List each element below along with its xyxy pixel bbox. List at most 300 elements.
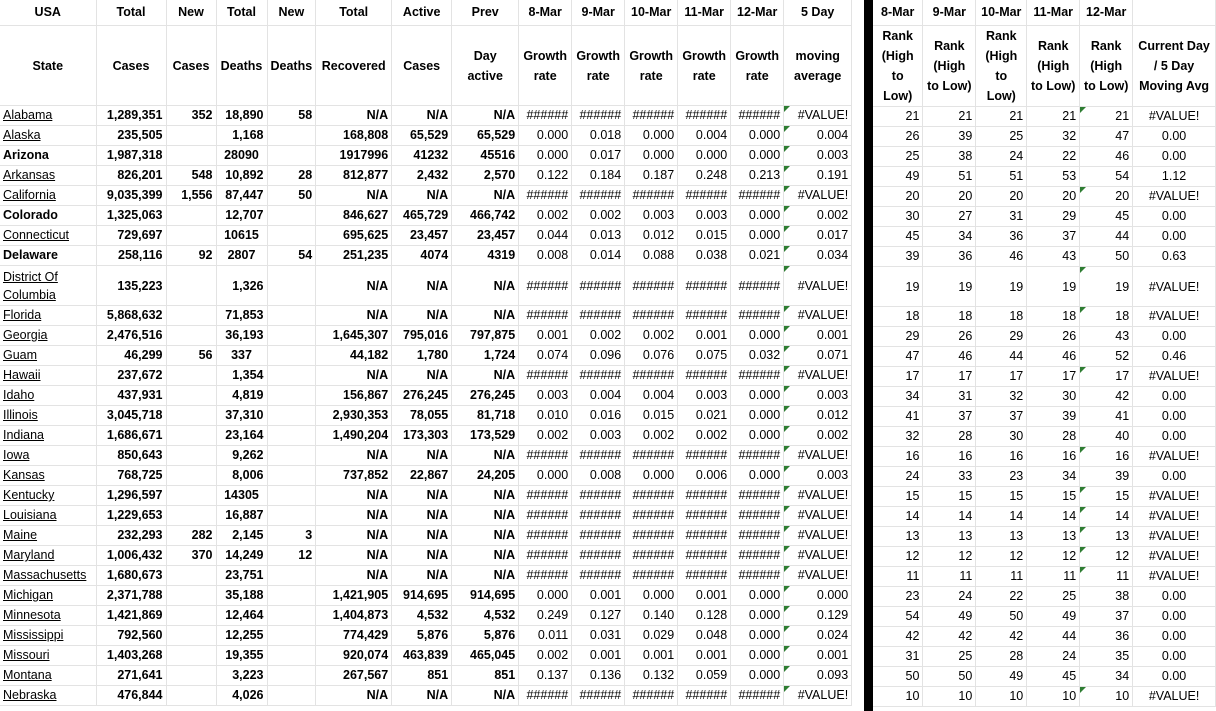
rank-cell[interactable]: 13	[1027, 527, 1080, 547]
prev-cell[interactable]: 81,718	[452, 406, 519, 426]
column-subheader[interactable]: State	[0, 26, 96, 106]
recovered-cell[interactable]: N/A	[316, 186, 392, 206]
ratio-cell[interactable]: #VALUE!	[1133, 267, 1216, 307]
rank-cell[interactable]: 34	[873, 387, 923, 407]
ratio-cell[interactable]: 0.00	[1133, 647, 1216, 667]
g8-cell[interactable]: 0.011	[519, 626, 572, 646]
ratio-cell[interactable]: #VALUE!	[1133, 527, 1216, 547]
ma-cell[interactable]: 0.003	[784, 466, 852, 486]
active-cell[interactable]: N/A	[392, 506, 452, 526]
rank-cell[interactable]: 17	[976, 367, 1027, 387]
rank-column-header[interactable]: 12-Mar	[1080, 0, 1133, 26]
g10-cell[interactable]: 0.002	[625, 326, 678, 346]
active-cell[interactable]: N/A	[392, 266, 452, 306]
total-deaths-cell[interactable]: 1,168	[216, 126, 267, 146]
state-name-cell[interactable]: Mississippi	[0, 626, 96, 646]
g8-cell[interactable]: 0.122	[519, 166, 572, 186]
column-subheader[interactable]: Cases	[166, 26, 216, 106]
total-deaths-cell[interactable]: 36,193	[216, 326, 267, 346]
active-cell[interactable]: 1,780	[392, 346, 452, 366]
rank-cell[interactable]: 20	[923, 187, 976, 207]
state-name-cell[interactable]: Arkansas	[0, 166, 96, 186]
g9-cell[interactable]: ######	[572, 506, 625, 526]
active-cell[interactable]: N/A	[392, 526, 452, 546]
ma-cell[interactable]: 0.000	[784, 586, 852, 606]
total-deaths-cell[interactable]: 23,164	[216, 426, 267, 446]
rank-cell[interactable]: 25	[976, 127, 1027, 147]
total-cases-cell[interactable]: 2,371,788	[96, 586, 166, 606]
ratio-cell[interactable]: #VALUE!	[1133, 567, 1216, 587]
new-cases-cell[interactable]	[166, 606, 216, 626]
rank-cell[interactable]: 44	[976, 347, 1027, 367]
total-deaths-cell[interactable]: 87,447	[216, 186, 267, 206]
g9-cell[interactable]: 0.003	[572, 426, 625, 446]
g12-cell[interactable]: ######	[731, 566, 784, 586]
total-deaths-cell[interactable]: 2,145	[216, 526, 267, 546]
state-name-cell[interactable]: Delaware	[0, 246, 96, 266]
total-deaths-cell[interactable]: 12,707	[216, 206, 267, 226]
rank-cell[interactable]: 18	[1027, 307, 1080, 327]
rank-cell[interactable]: 46	[923, 347, 976, 367]
g12-cell[interactable]: 0.000	[731, 226, 784, 246]
ratio-cell[interactable]: #VALUE!	[1133, 687, 1216, 707]
rank-cell[interactable]: 31	[976, 207, 1027, 227]
rank-cell[interactable]: 19	[1027, 267, 1080, 307]
column-header[interactable]: 9-Mar	[572, 0, 625, 26]
ratio-cell[interactable]: 0.63	[1133, 247, 1216, 267]
rank-cell[interactable]: 15	[1080, 487, 1133, 507]
g10-cell[interactable]: ######	[625, 506, 678, 526]
new-cases-cell[interactable]	[166, 646, 216, 666]
rank-cell[interactable]: 25	[873, 147, 923, 167]
column-subheader[interactable]: Deaths	[216, 26, 267, 106]
g10-cell[interactable]: 0.187	[625, 166, 678, 186]
new-deaths-cell[interactable]	[267, 366, 316, 386]
rank-cell[interactable]: 14	[1080, 507, 1133, 527]
rank-cell[interactable]: 20	[976, 187, 1027, 207]
ratio-cell[interactable]: #VALUE!	[1133, 487, 1216, 507]
recovered-cell[interactable]: 168,808	[316, 126, 392, 146]
rank-cell[interactable]: 13	[1080, 527, 1133, 547]
column-header[interactable]: 5 Day	[784, 0, 852, 26]
new-deaths-cell[interactable]	[267, 266, 316, 306]
new-deaths-cell[interactable]	[267, 666, 316, 686]
g11-cell[interactable]: 0.001	[678, 646, 731, 666]
g9-cell[interactable]: ######	[572, 266, 625, 306]
prev-cell[interactable]: N/A	[452, 106, 519, 126]
new-cases-cell[interactable]	[166, 386, 216, 406]
state-name-cell[interactable]: Georgia	[0, 326, 96, 346]
new-deaths-cell[interactable]	[267, 466, 316, 486]
g11-cell[interactable]: ######	[678, 486, 731, 506]
rank-cell[interactable]: 42	[976, 627, 1027, 647]
rank-cell[interactable]: 13	[923, 527, 976, 547]
ratio-cell[interactable]: 0.00	[1133, 207, 1216, 227]
g10-cell[interactable]: 0.012	[625, 226, 678, 246]
new-deaths-cell[interactable]	[267, 446, 316, 466]
g12-cell[interactable]: ######	[731, 106, 784, 126]
g12-cell[interactable]: ######	[731, 266, 784, 306]
g11-cell[interactable]: ######	[678, 686, 731, 706]
rank-cell[interactable]: 11	[923, 567, 976, 587]
total-cases-cell[interactable]: 476,844	[96, 686, 166, 706]
rank-cell[interactable]: 39	[873, 247, 923, 267]
rank-cell[interactable]: 38	[1080, 587, 1133, 607]
g11-cell[interactable]: 0.021	[678, 406, 731, 426]
ma-cell[interactable]: 0.191	[784, 166, 852, 186]
new-deaths-cell[interactable]: 3	[267, 526, 316, 546]
g8-cell[interactable]: ######	[519, 186, 572, 206]
rank-cell[interactable]: 30	[1027, 387, 1080, 407]
rank-cell[interactable]: 43	[1080, 327, 1133, 347]
rank-cell[interactable]: 34	[1027, 467, 1080, 487]
g12-cell[interactable]: ######	[731, 686, 784, 706]
g11-cell[interactable]: 0.038	[678, 246, 731, 266]
rank-column-header[interactable]: 8-Mar	[873, 0, 923, 26]
total-cases-cell[interactable]: 850,643	[96, 446, 166, 466]
rank-cell[interactable]: 29	[976, 327, 1027, 347]
state-name-cell[interactable]: Alabama	[0, 106, 96, 126]
rank-cell[interactable]: 44	[1027, 627, 1080, 647]
rank-cell[interactable]: 19	[923, 267, 976, 307]
new-cases-cell[interactable]: 1,556	[166, 186, 216, 206]
g11-cell[interactable]: 0.006	[678, 466, 731, 486]
active-cell[interactable]: 41232	[392, 146, 452, 166]
rank-cell[interactable]: 11	[976, 567, 1027, 587]
active-cell[interactable]: 5,876	[392, 626, 452, 646]
state-name-cell[interactable]: Florida	[0, 306, 96, 326]
ma-cell[interactable]: 0.017	[784, 226, 852, 246]
rank-cell[interactable]: 43	[1027, 247, 1080, 267]
g11-cell[interactable]: ######	[678, 366, 731, 386]
rank-cell[interactable]: 12	[873, 547, 923, 567]
ma-cell[interactable]: #VALUE!	[784, 566, 852, 586]
total-cases-cell[interactable]: 9,035,399	[96, 186, 166, 206]
g9-cell[interactable]: 0.002	[572, 206, 625, 226]
total-deaths-cell[interactable]: 8,006	[216, 466, 267, 486]
column-header[interactable]: Active	[392, 0, 452, 26]
rank-column-subheader[interactable]: Rank (High to Low)	[1027, 26, 1080, 107]
rank-cell[interactable]: 37	[1027, 227, 1080, 247]
g8-cell[interactable]: ######	[519, 446, 572, 466]
g12-cell[interactable]: ######	[731, 526, 784, 546]
g9-cell[interactable]: ######	[572, 446, 625, 466]
total-cases-cell[interactable]: 1,296,597	[96, 486, 166, 506]
rank-column-subheader[interactable]: Rank (High to Low)	[976, 26, 1027, 107]
new-deaths-cell[interactable]: 50	[267, 186, 316, 206]
state-name-cell[interactable]: Missouri	[0, 646, 96, 666]
new-cases-cell[interactable]	[166, 566, 216, 586]
g10-cell[interactable]: 0.001	[625, 646, 678, 666]
g11-cell[interactable]: 0.000	[678, 146, 731, 166]
g9-cell[interactable]: 0.016	[572, 406, 625, 426]
total-cases-cell[interactable]: 237,672	[96, 366, 166, 386]
new-cases-cell[interactable]: 282	[166, 526, 216, 546]
g10-cell[interactable]: ######	[625, 686, 678, 706]
prev-cell[interactable]: 466,742	[452, 206, 519, 226]
rank-cell[interactable]: 22	[1027, 147, 1080, 167]
active-cell[interactable]: 851	[392, 666, 452, 686]
g8-cell[interactable]: ######	[519, 106, 572, 126]
column-subheader[interactable]: Deaths	[267, 26, 316, 106]
active-cell[interactable]: N/A	[392, 306, 452, 326]
total-deaths-cell[interactable]: 2807	[216, 246, 267, 266]
g12-cell[interactable]: 0.000	[731, 386, 784, 406]
new-deaths-cell[interactable]: 58	[267, 106, 316, 126]
rank-cell[interactable]: 26	[923, 327, 976, 347]
g10-cell[interactable]: 0.000	[625, 146, 678, 166]
prev-cell[interactable]: N/A	[452, 266, 519, 306]
state-name-cell[interactable]: Idaho	[0, 386, 96, 406]
new-cases-cell[interactable]	[166, 586, 216, 606]
g8-cell[interactable]: ######	[519, 526, 572, 546]
recovered-cell[interactable]: 267,567	[316, 666, 392, 686]
g12-cell[interactable]: 0.000	[731, 606, 784, 626]
ma-cell[interactable]: 0.003	[784, 146, 852, 166]
rank-cell[interactable]: 17	[1080, 367, 1133, 387]
g11-cell[interactable]: 0.075	[678, 346, 731, 366]
g8-cell[interactable]: ######	[519, 306, 572, 326]
rank-cell[interactable]: 50	[873, 667, 923, 687]
new-deaths-cell[interactable]	[267, 626, 316, 646]
ma-cell[interactable]: #VALUE!	[784, 546, 852, 566]
prev-cell[interactable]: 914,695	[452, 586, 519, 606]
state-name-cell[interactable]: Montana	[0, 666, 96, 686]
g12-cell[interactable]: ######	[731, 506, 784, 526]
g8-cell[interactable]: 0.002	[519, 426, 572, 446]
g9-cell[interactable]: ######	[572, 686, 625, 706]
rank-cell[interactable]: 28	[923, 427, 976, 447]
rank-cell[interactable]: 25	[1027, 587, 1080, 607]
rank-column-subheader[interactable]: Rank (High to Low)	[1080, 26, 1133, 107]
new-cases-cell[interactable]	[166, 366, 216, 386]
rank-cell[interactable]: 50	[1080, 247, 1133, 267]
g8-cell[interactable]: 0.010	[519, 406, 572, 426]
total-cases-cell[interactable]: 1,403,268	[96, 646, 166, 666]
state-name-cell[interactable]: Minnesota	[0, 606, 96, 626]
ma-cell[interactable]: #VALUE!	[784, 446, 852, 466]
rank-cell[interactable]: 16	[1027, 447, 1080, 467]
g12-cell[interactable]: 0.021	[731, 246, 784, 266]
active-cell[interactable]: 4074	[392, 246, 452, 266]
rank-cell[interactable]: 21	[873, 107, 923, 127]
prev-cell[interactable]: N/A	[452, 486, 519, 506]
prev-cell[interactable]: 5,876	[452, 626, 519, 646]
g10-cell[interactable]: 0.076	[625, 346, 678, 366]
recovered-cell[interactable]: 156,867	[316, 386, 392, 406]
g12-cell[interactable]: 0.000	[731, 426, 784, 446]
new-deaths-cell[interactable]: 54	[267, 246, 316, 266]
g8-cell[interactable]: ######	[519, 486, 572, 506]
g10-cell[interactable]: 0.000	[625, 586, 678, 606]
total-deaths-cell[interactable]: 28090	[216, 146, 267, 166]
state-name-cell[interactable]: Louisiana	[0, 506, 96, 526]
rank-cell[interactable]: 52	[1080, 347, 1133, 367]
prev-cell[interactable]: N/A	[452, 526, 519, 546]
g11-cell[interactable]: 0.128	[678, 606, 731, 626]
g12-cell[interactable]: 0.000	[731, 126, 784, 146]
state-name-cell[interactable]: Kansas	[0, 466, 96, 486]
g10-cell[interactable]: ######	[625, 186, 678, 206]
active-cell[interactable]: 465,729	[392, 206, 452, 226]
ratio-cell[interactable]: 0.00	[1133, 427, 1216, 447]
active-cell[interactable]: 795,016	[392, 326, 452, 346]
recovered-cell[interactable]: N/A	[316, 366, 392, 386]
state-name-cell[interactable]: Michigan	[0, 586, 96, 606]
ma-cell[interactable]: 0.129	[784, 606, 852, 626]
total-cases-cell[interactable]: 1,289,351	[96, 106, 166, 126]
g10-cell[interactable]: ######	[625, 366, 678, 386]
ratio-cell[interactable]: #VALUE!	[1133, 307, 1216, 327]
prev-cell[interactable]: N/A	[452, 366, 519, 386]
column-subheader[interactable]: Growth rate	[678, 26, 731, 106]
g11-cell[interactable]: 0.003	[678, 206, 731, 226]
g12-cell[interactable]: ######	[731, 486, 784, 506]
rank-cell[interactable]: 11	[1080, 567, 1133, 587]
total-deaths-cell[interactable]: 35,188	[216, 586, 267, 606]
g8-cell[interactable]: 0.000	[519, 466, 572, 486]
rank-cell[interactable]: 54	[1080, 167, 1133, 187]
g11-cell[interactable]: 0.003	[678, 386, 731, 406]
active-cell[interactable]: 22,867	[392, 466, 452, 486]
g12-cell[interactable]: 0.213	[731, 166, 784, 186]
state-name-cell[interactable]: Hawaii	[0, 366, 96, 386]
g9-cell[interactable]: 0.014	[572, 246, 625, 266]
column-subheader[interactable]: Cases	[392, 26, 452, 106]
active-cell[interactable]: N/A	[392, 486, 452, 506]
new-deaths-cell[interactable]	[267, 346, 316, 366]
rank-cell[interactable]: 39	[1080, 467, 1133, 487]
total-deaths-cell[interactable]: 16,887	[216, 506, 267, 526]
recovered-cell[interactable]: 1,490,204	[316, 426, 392, 446]
rank-cell[interactable]: 34	[923, 227, 976, 247]
recovered-cell[interactable]: 44,182	[316, 346, 392, 366]
g9-cell[interactable]: ######	[572, 566, 625, 586]
g11-cell[interactable]: 0.059	[678, 666, 731, 686]
rank-column-header[interactable]: 9-Mar	[923, 0, 976, 26]
g11-cell[interactable]: ######	[678, 566, 731, 586]
ma-cell[interactable]: 0.002	[784, 206, 852, 226]
rank-cell[interactable]: 24	[976, 147, 1027, 167]
rank-cell[interactable]: 18	[873, 307, 923, 327]
g8-cell[interactable]: 0.000	[519, 146, 572, 166]
new-deaths-cell[interactable]	[267, 486, 316, 506]
rank-cell[interactable]: 10	[873, 687, 923, 707]
rank-cell[interactable]: 15	[873, 487, 923, 507]
total-deaths-cell[interactable]: 23,751	[216, 566, 267, 586]
g8-cell[interactable]: 0.001	[519, 326, 572, 346]
ma-cell[interactable]: #VALUE!	[784, 306, 852, 326]
rank-cell[interactable]: 18	[923, 307, 976, 327]
new-cases-cell[interactable]	[166, 426, 216, 446]
rank-cell[interactable]: 42	[873, 627, 923, 647]
rank-cell[interactable]: 32	[976, 387, 1027, 407]
active-cell[interactable]: N/A	[392, 186, 452, 206]
rank-cell[interactable]: 49	[976, 667, 1027, 687]
rank-cell[interactable]: 30	[976, 427, 1027, 447]
state-name-cell[interactable]: Guam	[0, 346, 96, 366]
rank-cell[interactable]: 28	[1027, 427, 1080, 447]
new-deaths-cell[interactable]	[267, 506, 316, 526]
state-name-cell[interactable]: Maryland	[0, 546, 96, 566]
new-cases-cell[interactable]	[166, 486, 216, 506]
ratio-cell[interactable]: 0.00	[1133, 147, 1216, 167]
g11-cell[interactable]: ######	[678, 546, 731, 566]
g11-cell[interactable]: 0.048	[678, 626, 731, 646]
new-deaths-cell[interactable]	[267, 606, 316, 626]
rank-cell[interactable]: 10	[923, 687, 976, 707]
total-cases-cell[interactable]: 5,868,632	[96, 306, 166, 326]
rank-cell[interactable]: 14	[873, 507, 923, 527]
total-deaths-cell[interactable]: 19,355	[216, 646, 267, 666]
active-cell[interactable]: N/A	[392, 686, 452, 706]
g10-cell[interactable]: ######	[625, 266, 678, 306]
new-deaths-cell[interactable]	[267, 206, 316, 226]
total-deaths-cell[interactable]: 10615	[216, 226, 267, 246]
column-header[interactable]: New	[166, 0, 216, 26]
rank-cell[interactable]: 41	[1080, 407, 1133, 427]
rank-cell[interactable]: 29	[873, 327, 923, 347]
rank-cell[interactable]: 39	[1027, 407, 1080, 427]
rank-cell[interactable]: 37	[923, 407, 976, 427]
column-header[interactable]: 11-Mar	[678, 0, 731, 26]
prev-cell[interactable]: N/A	[452, 186, 519, 206]
prev-cell[interactable]: N/A	[452, 506, 519, 526]
column-header[interactable]: 8-Mar	[519, 0, 572, 26]
rank-cell[interactable]: 10	[1027, 687, 1080, 707]
ma-cell[interactable]: #VALUE!	[784, 186, 852, 206]
ratio-cell[interactable]: 0.46	[1133, 347, 1216, 367]
rank-cell[interactable]: 22	[976, 587, 1027, 607]
g12-cell[interactable]: 0.000	[731, 146, 784, 166]
rank-cell[interactable]: 12	[1027, 547, 1080, 567]
state-name-cell[interactable]: Massachusetts	[0, 566, 96, 586]
new-cases-cell[interactable]	[166, 306, 216, 326]
recovered-cell[interactable]: N/A	[316, 686, 392, 706]
ma-cell[interactable]: 0.003	[784, 386, 852, 406]
new-cases-cell[interactable]	[166, 626, 216, 646]
g9-cell[interactable]: 0.184	[572, 166, 625, 186]
g8-cell[interactable]: 0.249	[519, 606, 572, 626]
rank-cell[interactable]: 49	[1027, 607, 1080, 627]
rank-cell[interactable]: 36	[976, 227, 1027, 247]
rank-cell[interactable]: 18	[976, 307, 1027, 327]
g9-cell[interactable]: 0.127	[572, 606, 625, 626]
g9-cell[interactable]: 0.002	[572, 326, 625, 346]
rank-cell[interactable]: 46	[1080, 147, 1133, 167]
prev-cell[interactable]: N/A	[452, 566, 519, 586]
new-deaths-cell[interactable]	[267, 326, 316, 346]
g11-cell[interactable]: 0.248	[678, 166, 731, 186]
ratio-cell[interactable]: #VALUE!	[1133, 107, 1216, 127]
column-header[interactable]: 12-Mar	[731, 0, 784, 26]
new-deaths-cell[interactable]	[267, 126, 316, 146]
state-name-cell[interactable]: Maine	[0, 526, 96, 546]
ma-cell[interactable]: 0.093	[784, 666, 852, 686]
frozen-pane-divider[interactable]	[864, 0, 873, 711]
total-cases-cell[interactable]: 1,006,432	[96, 546, 166, 566]
total-cases-cell[interactable]: 437,931	[96, 386, 166, 406]
ratio-cell[interactable]: #VALUE!	[1133, 547, 1216, 567]
state-name-cell[interactable]: Indiana	[0, 426, 96, 446]
g10-cell[interactable]: ######	[625, 306, 678, 326]
new-deaths-cell[interactable]	[267, 646, 316, 666]
active-cell[interactable]: 4,532	[392, 606, 452, 626]
g10-cell[interactable]: 0.000	[625, 466, 678, 486]
rank-cell[interactable]: 12	[923, 547, 976, 567]
g11-cell[interactable]: ######	[678, 186, 731, 206]
ma-cell[interactable]: #VALUE!	[784, 686, 852, 706]
